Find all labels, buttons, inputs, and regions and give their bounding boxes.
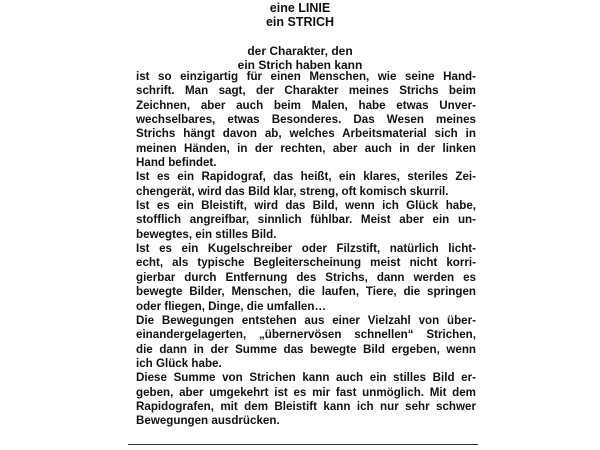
body-text bbox=[136, 70, 476, 429]
body-line: oder fliegen, Dinge, die umfallen… bbox=[136, 299, 327, 313]
body-line: Bewegungen ausdrücken. bbox=[136, 414, 280, 428]
body-line: Die Bewegungen entstehen aus einer Vielzahl von über- bbox=[136, 313, 476, 327]
body-line: stofflich angreifbar, sinnlich fühlbar. Meist aber ein un- bbox=[136, 213, 476, 227]
subheading-line-1: der Charakter, den bbox=[247, 44, 353, 58]
body-line: ist so einzigartig für einen Menschen, wie seine Hand- bbox=[136, 70, 476, 83]
bottom-rule bbox=[128, 444, 478, 445]
body-line: Ist es ein Bleistift, wird das Bild, wenn ich Glück habe, bbox=[136, 199, 476, 213]
heading-line-1: eine LINIE bbox=[269, 1, 331, 15]
body-line: meinen Händen, in der rechten, aber auch in der linken bbox=[136, 141, 476, 155]
body-line: einandergelagerten, „übernervösen schnellen“ Strichen, bbox=[136, 328, 476, 342]
body-line: chengerät, wird das Bild klar, streng, oft komisch skurril. bbox=[136, 184, 449, 198]
body-line: bewegte Bilder, Menschen, die laufen, Tiere, die springen bbox=[136, 285, 476, 299]
body-line: Diese Summe von Strichen kann auch ein stilles Bild er- bbox=[136, 371, 476, 385]
body-line: Zeichnen, aber auch beim Malen, habe etwas Unver- bbox=[136, 98, 476, 112]
body-line: gierbar durch Entfernung des Strichs, dann werden es bbox=[136, 270, 476, 284]
body-line: Strichs hängt davon ab, welches Arbeitsmaterial sich in bbox=[136, 127, 476, 141]
body-line: ich Glück habe. bbox=[136, 356, 222, 370]
heading-line-2: ein STRICH bbox=[265, 15, 335, 29]
body-line: schrift. Man sagt, der Charakter meines Strichs beim bbox=[136, 84, 476, 98]
body-line: wechselbares, etwas Besonderes. Das Wesen meines bbox=[136, 113, 476, 127]
body-line: Hand befindet. bbox=[136, 156, 217, 170]
body-line: die dann in der Summe das bewegte Bild ergeben, wenn bbox=[136, 342, 476, 356]
body-line: bewegtes, ein stilles Bild. bbox=[136, 227, 277, 241]
body-line: geben, aber umgekehrt ist es mir fast unmöglich. Mit dem bbox=[136, 385, 476, 399]
body-line: Ist es ein Rapidograf, das heißt, ein klares, steriles Zei- bbox=[136, 170, 476, 184]
body-line: Rapidografen, mit dem Bleistift kann ich nur sehr schwer bbox=[136, 399, 476, 413]
body-line: echt, als typische Begleiterscheinung meist nicht korri- bbox=[136, 256, 476, 270]
subheading-line-2: ein Strich haben kann bbox=[237, 58, 363, 72]
body-line: Ist es ein Kugelschreiber oder Filzstift, natürlich licht- bbox=[136, 242, 476, 256]
